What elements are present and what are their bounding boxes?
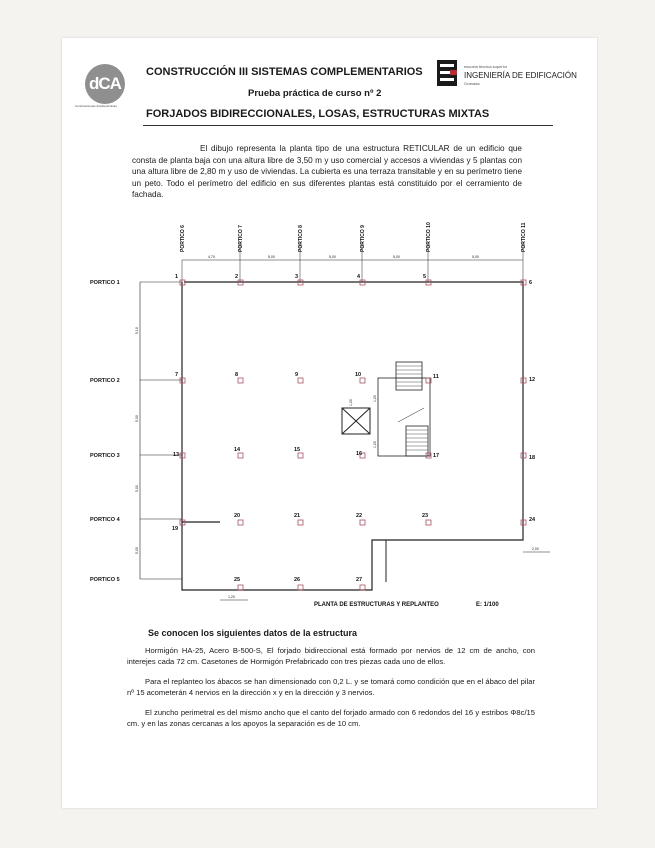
svg-text:19: 19 xyxy=(172,526,179,532)
row-dim: 5,00 xyxy=(135,485,139,492)
portico-3-label: PORTICO 3 xyxy=(90,453,120,459)
svg-text:26: 26 xyxy=(294,577,301,583)
data-paragraph-3: El zuncho perimetral es del mismo ancho que el canto del forjado armado con 6 redondos del 16 y estribos Φ8c/15 cm. y en las zonas cercanas a los apoyos la separación es de 10 cm. xyxy=(127,708,535,728)
span-dim: 4,70 xyxy=(208,255,215,259)
small-dim: 1,20 xyxy=(349,399,353,406)
portico-7-label: PORTICO 7 xyxy=(238,225,244,252)
data-paragraph-1: Hormigón HA-25, Acero B-500-S, El forjado bidireccional está formado por nervios de 12 cm de ancho, con interejes cada 72 cm. Casetones de Hormigón Prefabricado con tres piezas cada uno de ellos. xyxy=(127,646,535,666)
pillar-22 xyxy=(360,520,365,525)
svg-text:5: 5 xyxy=(423,274,427,280)
portico-2-label: PORTICO 2 xyxy=(90,378,120,384)
portico-4-label: PORTICO 4 xyxy=(90,517,120,523)
svg-text:13: 13 xyxy=(173,452,180,458)
svg-text:22: 22 xyxy=(356,513,363,519)
row-dim: 5,00 xyxy=(135,415,139,422)
data-section-title: Se conocen los siguientes datos de la estructura xyxy=(148,628,358,638)
svg-text:27: 27 xyxy=(356,577,363,583)
svg-text:1: 1 xyxy=(175,274,179,280)
pillar-8 xyxy=(238,378,243,383)
row-dim: 5,10 xyxy=(135,327,139,334)
pillar-27 xyxy=(360,585,365,590)
portico-1-label: PORTICO 1 xyxy=(90,280,120,286)
svg-text:12: 12 xyxy=(529,377,536,383)
pillar-26 xyxy=(298,585,303,590)
svg-text:8: 8 xyxy=(235,372,239,378)
portico-9-label: PORTICO 9 xyxy=(360,225,366,252)
svg-text:7: 7 xyxy=(175,372,179,378)
svg-text:2: 2 xyxy=(235,274,239,280)
pillar-25 xyxy=(238,585,243,590)
pillar-14 xyxy=(238,453,243,458)
portico-5-label: PORTICO 5 xyxy=(90,577,120,583)
svg-text:25: 25 xyxy=(234,577,241,583)
portico-10-label: PORTICO 10 xyxy=(426,222,432,252)
portico-11-label: PORTICO 11 xyxy=(521,222,527,252)
pillar-21 xyxy=(298,520,303,525)
course-title: CONSTRUCCIÓN III SISTEMAS COMPLEMENTARIOS xyxy=(146,66,423,78)
pillar-10 xyxy=(360,378,365,383)
svg-text:10: 10 xyxy=(355,372,362,378)
school-logo-icon xyxy=(437,60,457,86)
header-divider xyxy=(143,125,553,126)
svg-text:20: 20 xyxy=(234,513,241,519)
topic-title: FORJADOS BIDIRECCIONALES, LOSAS, ESTRUCTURAS MIXTAS xyxy=(146,108,490,120)
data-paragraph-2: Para el replanteo los ábacos se han dimensionado con 0,2 L. y se tomará como condición que en el ábaco del pilar nº 15 acometerán 4 nervios en la dirección x y en la dirección y 3 nervios. xyxy=(127,677,535,697)
svg-text:18: 18 xyxy=(529,455,536,461)
span-dim: 5,00 xyxy=(268,255,275,259)
slab-outline xyxy=(182,282,523,590)
school-city: Granada xyxy=(464,81,480,86)
svg-text:6: 6 xyxy=(529,280,533,286)
svg-text:24: 24 xyxy=(529,517,536,523)
school-name: INGENIERÍA DE EDIFICACIÓN xyxy=(464,71,577,80)
pillar-9 xyxy=(298,378,303,383)
intro-paragraph: El dibujo representa la planta tipo de una estructura RETICULAR de un edificio que consta de planta baja con una altura libre de 3,50 m y uso comercial y accesos a viviendas y 5 plantas con una altura libre de 2,80 m y uso de viviendas. La cubierta es una terraza transitable y en su perímetro tiene un peto. Todo el perímetro del edificio en sus diferentes plantas está constituido por el cerramiento de fachada. xyxy=(132,144,522,199)
logo-subtitle: Construcciones Arquitectónicas xyxy=(75,104,117,108)
small-dim: 2,00 xyxy=(532,547,539,551)
pillar-20 xyxy=(238,520,243,525)
svg-text:21: 21 xyxy=(294,513,301,519)
svg-text:17: 17 xyxy=(433,453,440,459)
portico-8-label: PORTICO 8 xyxy=(298,225,304,252)
dca-logo: dCA xyxy=(85,64,125,104)
portico-6-label: PORTICO 6 xyxy=(180,225,186,252)
small-dim: 1,20 xyxy=(228,595,235,599)
practice-title: Prueba práctica de curso nº 2 xyxy=(248,88,382,99)
small-dim: 1,20 xyxy=(373,441,377,448)
structural-plan xyxy=(80,212,560,617)
svg-text:15: 15 xyxy=(294,447,301,453)
pillars xyxy=(180,280,526,590)
svg-text:3: 3 xyxy=(295,274,299,280)
svg-text:4: 4 xyxy=(357,274,361,280)
span-dim: 5,00 xyxy=(329,255,336,259)
pillar-23 xyxy=(426,520,431,525)
small-dim: 1,20 xyxy=(373,395,377,402)
plan-caption: PLANTA DE ESTRUCTURAS Y REPLANTEO xyxy=(314,602,439,608)
span-dim: 5,00 xyxy=(393,255,400,259)
svg-text:9: 9 xyxy=(295,372,299,378)
plan-scale: E: 1/100 xyxy=(476,602,499,608)
row-dim: 5,00 xyxy=(135,547,139,554)
span-dim: 5,00 xyxy=(472,255,479,259)
school-subtitle: escuela técnica superior xyxy=(464,64,508,69)
pillar-15 xyxy=(298,453,303,458)
svg-text:14: 14 xyxy=(234,447,241,453)
svg-text:16: 16 xyxy=(356,451,363,457)
svg-text:23: 23 xyxy=(422,513,429,519)
svg-text:11: 11 xyxy=(433,374,439,380)
